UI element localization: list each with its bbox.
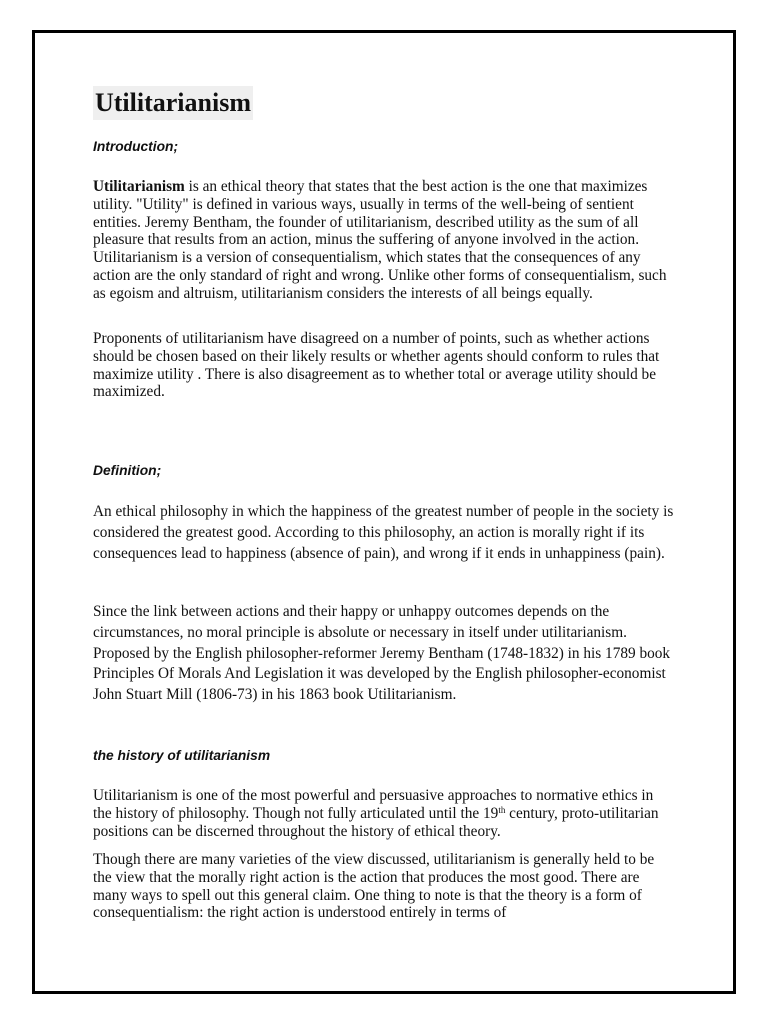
introduction-paragraph-1	[93, 178, 675, 303]
history-paragraph-1-text-b: century, proto-utilitarian positions can be discerned throughout the history of ethical theory.	[93, 804, 659, 840]
definition-heading: Definition;	[93, 463, 162, 478]
history-paragraph-1-text-a: Utilitarianism is one of the most powerful and persuasive approaches to normative ethics in the history of philosophy. Though not fully articulated until the 19	[93, 787, 654, 822]
introduction-bold-term: Utilitarianism	[93, 178, 185, 195]
definition-paragraph-1: An ethical philosophy in which the happiness of the greatest number of people in the society is considered the greatest good. According to this philosophy, an action is morally right if its consequences lead to happiness (absence of pain), and wrong if it ends in unhappiness (pain).	[93, 503, 674, 562]
introduction-paragraph-2: Proponents of utilitarianism have disagreed on a number of points, such as whether actions should be chosen based on their likely results or whether agents should conform to rules that maximize utility . There is also disagreement as to whether total or average utility should be maximized.	[93, 330, 660, 401]
page-title: Utilitarianism	[93, 86, 253, 120]
ordinal-superscript: th	[498, 804, 506, 815]
history-heading: the history of utilitarianism	[93, 748, 271, 763]
document-body	[93, 86, 675, 922]
introduction-heading: Introduction;	[93, 139, 179, 154]
introduction-paragraph-1-text: is an ethical theory that states that the best action is the one that maximizes utility. "Utility" is defined in various ways, usually in terms of the well-being of sentient entities. Jeremy Bentham, the founder of utilitarianism, described utility as the sum of all pleasure that results from an action, minus the suffering of anyone involved in the action. Utilitarianism is a version of consequentialism, which states that the consequences of any action are the only standard of right and wrong. Unlike other forms of consequentialism, such as egoism and altruism, utilitarianism considers the interests of all beings equally.	[93, 178, 667, 302]
history-paragraph-2: Though there are many varieties of the view discussed, utilitarianism is generally held to be the view that the morally right action is the action that produces the most good. There are many ways to spell out this general claim. One thing to note is that the theory is a form of consequentialism: the right action is understood entirely in terms of	[93, 851, 655, 922]
definition-paragraph-2: Since the link between actions and their happy or unhappy outcomes depends on the circumstances, no moral principle is absolute or necessary in itself under utilitarianism. Proposed by the English philosopher-reformer Jeremy Bentham (1748-1832) in his 1789 book Principles Of Morals And Legislation it was developed by the English philosopher-economist John Stuart Mill (1806-73) in his 1863 book Utilitarianism.	[93, 603, 671, 704]
history-paragraph-1	[93, 787, 675, 840]
